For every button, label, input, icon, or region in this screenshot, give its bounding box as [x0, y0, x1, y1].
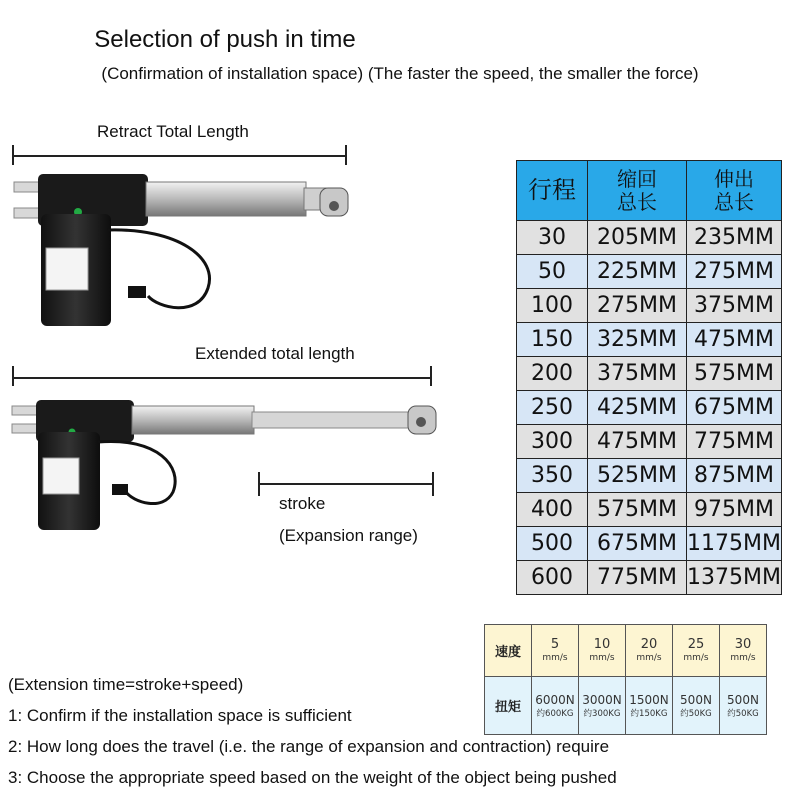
- extend-length-cell: 775MM: [687, 425, 782, 459]
- retract-length-cell: 675MM: [588, 527, 687, 561]
- stroke-table-row: [517, 255, 782, 289]
- load-weight: 约300KG: [583, 708, 621, 719]
- retract-length-cell: 475MM: [588, 425, 687, 459]
- load-weight: 约150KG: [630, 708, 668, 719]
- extend-length-cell: 235MM: [687, 221, 782, 255]
- force-cell: [579, 677, 626, 735]
- torque-header: 扭矩: [485, 677, 532, 735]
- retract-length-cell: 225MM: [588, 255, 687, 289]
- extension-time-note: (Extension time=stroke+speed): [8, 675, 244, 694]
- stroke-header: 行程: [517, 161, 588, 221]
- speed-cell: [673, 625, 720, 677]
- stroke-table-row: [517, 391, 782, 425]
- force-value: 3000N: [582, 692, 622, 707]
- stroke-cell: 300: [517, 425, 588, 459]
- stroke-table-row: [517, 459, 782, 493]
- speed-force-table: [484, 624, 767, 735]
- extend-length-cell: 875MM: [687, 459, 782, 493]
- stroke-cell: 350: [517, 459, 588, 493]
- speed-cell: [579, 625, 626, 677]
- retract-length-cell: 375MM: [588, 357, 687, 391]
- stroke-table-row: [517, 221, 782, 255]
- speed-value: 20: [640, 637, 658, 652]
- stroke-table-row: [517, 289, 782, 323]
- extend-length-cell: 1175MM: [687, 527, 782, 561]
- extend-length-cell: 1375MM: [687, 561, 782, 595]
- stroke-dimension-tick-left: [258, 472, 260, 496]
- retract-length-cell: 205MM: [588, 221, 687, 255]
- retract-length-cell: 775MM: [588, 561, 687, 595]
- extended-dimension-tick-right: [430, 366, 432, 386]
- speed-value: 25: [687, 637, 705, 652]
- retract-dimension-tick-left: [12, 145, 14, 165]
- speed-value: 10: [593, 637, 611, 652]
- speed-cell: [626, 625, 673, 677]
- note-1: 1: Confirm if the installation space is sufficient: [8, 706, 352, 725]
- speed-unit: mm/s: [730, 653, 756, 663]
- extend-length-cell: 975MM: [687, 493, 782, 527]
- extend-total-header: 伸出 总长: [687, 161, 782, 221]
- load-weight: 约600KG: [536, 708, 574, 719]
- retract-length-cell: 275MM: [588, 289, 687, 323]
- retract-total-header: 缩回 总长: [588, 161, 687, 221]
- note-2: 2: How long does the travel (i.e. the range of expansion and contraction) require: [8, 737, 610, 756]
- stroke-table-row: [517, 323, 782, 357]
- stroke-table-row: [517, 425, 782, 459]
- speed-unit: mm/s: [589, 653, 615, 663]
- stroke-cell: 200: [517, 357, 588, 391]
- force-cell: [720, 677, 767, 735]
- stroke-cell: 100: [517, 289, 588, 323]
- stroke-dimension-line: [258, 483, 434, 485]
- note-3: 3: Choose the appropriate speed based on the weight of the object being pushed: [8, 768, 617, 787]
- speed-row: [485, 625, 767, 677]
- extend-length-cell: 675MM: [687, 391, 782, 425]
- extend-length-cell: 375MM: [687, 289, 782, 323]
- extend-length-cell: 475MM: [687, 323, 782, 357]
- force-cell: [626, 677, 673, 735]
- stroke-dimension-tick-right: [432, 472, 434, 496]
- extend-length-cell: 275MM: [687, 255, 782, 289]
- speed-unit: mm/s: [683, 653, 709, 663]
- force-value: 6000N: [535, 692, 575, 707]
- stroke-table-row: [517, 357, 782, 391]
- speed-cell: [720, 625, 767, 677]
- stroke-cell: 400: [517, 493, 588, 527]
- force-cell: [673, 677, 720, 735]
- speed-unit: mm/s: [636, 653, 662, 663]
- speed-unit: mm/s: [542, 653, 568, 663]
- extended-dimension-line: [12, 377, 432, 379]
- stroke-table-row: [517, 527, 782, 561]
- retract-length-label: Retract Total Length: [97, 122, 249, 141]
- retract-dimension-line: [12, 155, 347, 157]
- retract-length-cell: 525MM: [588, 459, 687, 493]
- page-title: Selection of push in time: [94, 26, 356, 53]
- retracted-actuator-image: [8, 168, 358, 338]
- expansion-range-label: (Expansion range): [279, 526, 418, 545]
- speed-header: 速度: [485, 625, 532, 677]
- retract-length-cell: 575MM: [588, 493, 687, 527]
- retract-length-cell: 425MM: [588, 391, 687, 425]
- retract-dimension-tick-right: [345, 145, 347, 165]
- load-weight: 约50KG: [727, 708, 759, 719]
- force-cell: [532, 677, 579, 735]
- extended-length-label: Extended total length: [195, 344, 355, 363]
- force-value: 500N: [680, 692, 712, 707]
- speed-cell: [532, 625, 579, 677]
- force-value: 1500N: [629, 692, 669, 707]
- page-subtitle: (Confirmation of installation space) (The faster the speed, the smaller the force): [101, 64, 699, 83]
- stroke-cell: 500: [517, 527, 588, 561]
- stroke-cell: 30: [517, 221, 588, 255]
- force-row: [485, 677, 767, 735]
- stroke-table-header-row: [517, 161, 782, 221]
- extend-length-cell: 575MM: [687, 357, 782, 391]
- stroke-label: stroke: [279, 494, 326, 513]
- stroke-cell: 250: [517, 391, 588, 425]
- stroke-table-row: [517, 493, 782, 527]
- stroke-table-row: [517, 561, 782, 595]
- stroke-cell: 50: [517, 255, 588, 289]
- extended-actuator-image: [8, 392, 448, 532]
- speed-value: 30: [734, 637, 752, 652]
- stroke-cell: 600: [517, 561, 588, 595]
- load-weight: 约50KG: [680, 708, 712, 719]
- speed-value: 5: [550, 637, 560, 652]
- stroke-length-table: [516, 160, 782, 595]
- extended-dimension-tick-left: [12, 366, 14, 386]
- retract-length-cell: 325MM: [588, 323, 687, 357]
- stroke-cell: 150: [517, 323, 588, 357]
- force-value: 500N: [727, 692, 759, 707]
